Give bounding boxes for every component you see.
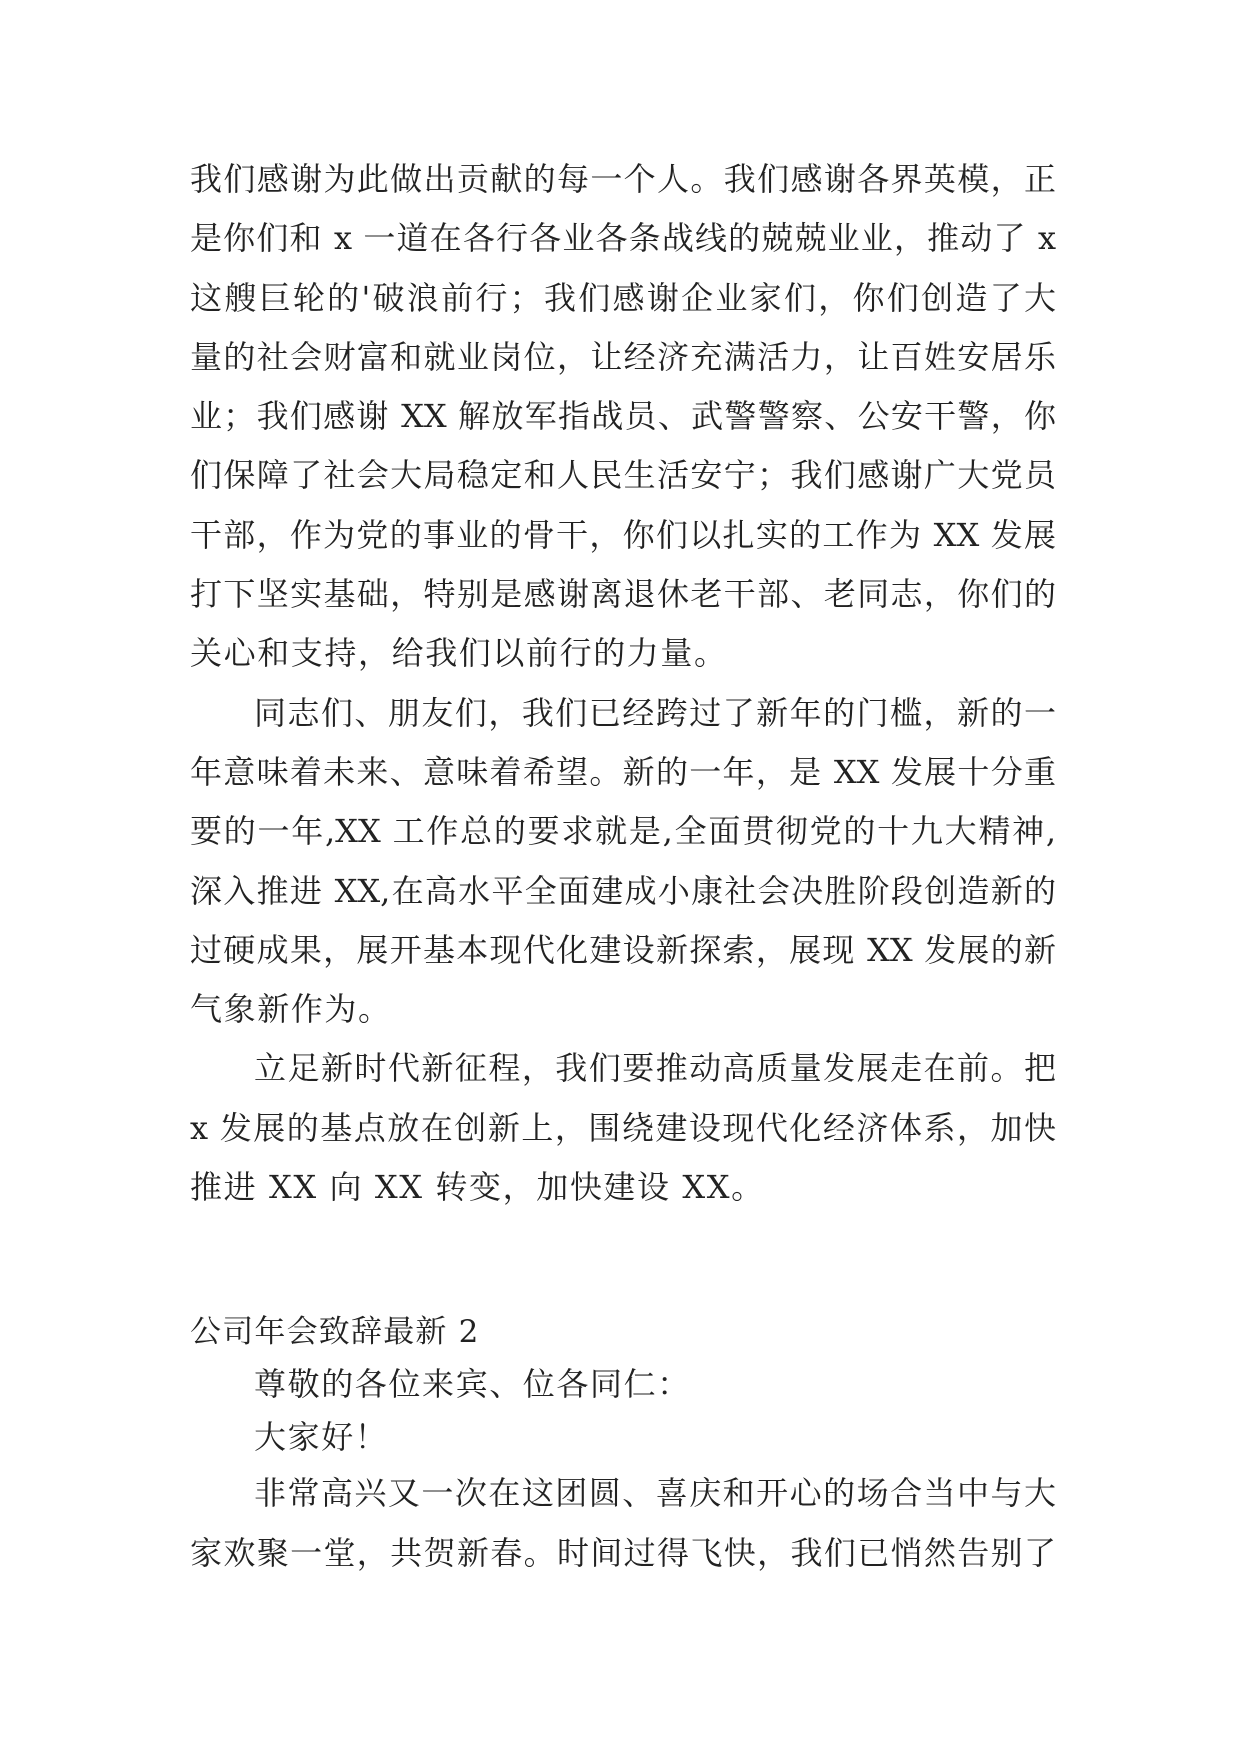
text-line: 业；我们感谢 XX 解放军指战员、武警警察、公安干警，你 <box>190 397 1056 436</box>
text-line: 过硬成果，展开基本现代化建设新探索，展现 XX 发展的新 <box>190 930 1056 969</box>
text-line: 立足新时代新征程，我们要推动高质量发展走在前。把 <box>254 1049 1056 1088</box>
text-line: 关心和支持，给我们以前行的力量。 <box>190 634 728 673</box>
text-line: 年意味着未来、意味着希望。新的一年，是 XX 发展十分重 <box>190 752 1056 791</box>
text-line: 气象新作为。 <box>190 990 392 1029</box>
text-line: 量的社会财富和就业岗位，让经济充满活力，让百姓安居乐 <box>190 337 1056 376</box>
text-line: 打下坚实基础，特别是感谢离退休老干部、老同志，你们的 <box>190 575 1056 614</box>
text-line: 们保障了社会大局稳定和人民生活安宁；我们感谢广大党员 <box>190 456 1056 495</box>
salutation: 尊敬的各位来宾、位各同仁： <box>254 1365 691 1404</box>
text-line: 是你们和 x 一道在各行各业各条战线的兢兢业业，推动了 x <box>190 219 1056 258</box>
text-line: 这艘巨轮的'破浪前行；我们感谢企业家们，你们创造了大 <box>190 278 1056 317</box>
document-page <box>190 150 1056 1583</box>
text-line: 深入推进 XX,在高水平全面建成小康社会决胜阶段创造新的 <box>190 871 1056 910</box>
greeting: 大家好！ <box>254 1418 389 1457</box>
paragraph-section2-body <box>190 1464 1056 1583</box>
text-line: 同志们、朋友们，我们已经跨过了新年的门槛，新的一 <box>254 693 1056 732</box>
text-line: 要的一年,XX 工作总的要求就是,全面贯彻党的十九大精神, <box>190 812 1056 851</box>
text-line: 我们感谢为此做出贡献的每一个人。我们感谢各界英模，正 <box>190 160 1056 198</box>
text-line: x 发展的基点放在创新上，围绕建设现代化经济体系，加快 <box>190 1108 1056 1147</box>
text-line: 非常高兴又一次在这团圆、喜庆和开心的场合当中与大 <box>254 1474 1056 1513</box>
section-heading: 公司年会致辞最新 2 <box>190 1314 480 1351</box>
paragraph-thanks <box>190 150 1056 684</box>
text-line: 家欢聚一堂，共贺新春。时间过得飞快，我们已悄然告别了 <box>190 1533 1056 1572</box>
text-line: 干部，作为党的事业的骨干，你们以扎实的工作为 XX 发展 <box>190 515 1056 554</box>
text-line: 推进 XX 向 XX 转变，加快建设 XX。 <box>190 1168 765 1207</box>
paragraph-new-era <box>190 1039 1056 1217</box>
paragraph-new-year <box>190 684 1056 1040</box>
